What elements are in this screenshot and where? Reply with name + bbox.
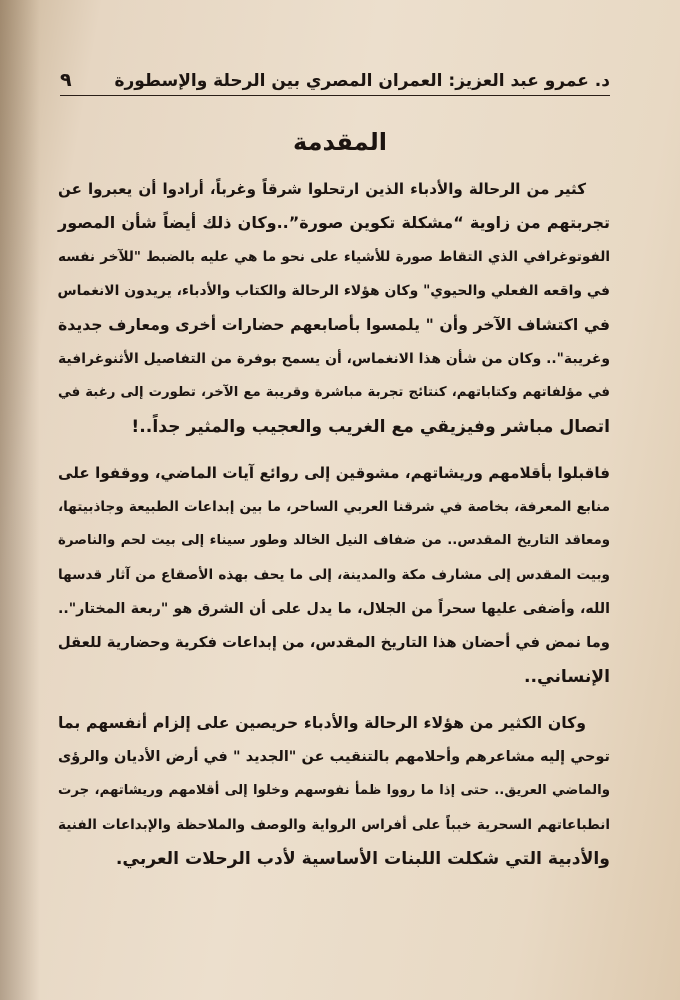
paragraph-line: وبيت المقدس إلى مشارف مكة والمدينة، إلى ما يحف بهذه الأصقاع من آثار قدسها [58, 567, 610, 583]
paragraph-3 [58, 706, 610, 876]
body-text [58, 172, 610, 876]
paragraph-line: ومعاقد التاريخ المقدس.. من ضفاف النيل الخالد وطور سيناء إلى بيت لحم والناصرة [58, 533, 610, 548]
paragraph-line: الفوتوغرافي الذي التقاط صورة للأشياء على نحو ما هي عليه بالضبط "للآخر نفسه [58, 249, 610, 265]
paragraph-line: الله، وأضفى عليها سحراً من الجلال، ما يدل على أن الشرق هو "ربعة المختار".. [58, 601, 610, 617]
running-header [60, 62, 610, 96]
paragraph-line: والماضي العريق.. حتى إذا ما رووا ظمأ نفوسهم وخلوا إلى أقلامهم وريشاتهم، جرت [58, 783, 610, 798]
paragraph-line: في مؤلفاتهم وكتاباتهم، كنتائج تجربة مباشرة وقريبة مع الآخر، تطورت إلى رغبة في [58, 385, 610, 400]
paragraph-line: في واقعه الفعلي والحيوي" وكان هؤلاء الرحالة والكتاب والأدباء، يريدون الانغماس [57, 283, 610, 299]
paragraph-line: فاقبلوا بأقلامهم وريشاتهم، مشوقين إلى روائع آيات الماضي، ووقفوا على [58, 464, 610, 482]
section-title: المقدمة [293, 128, 387, 156]
paragraph-line: تجربتهم من زاوية “مشكلة تكوين صورة”..وكان ذلك أيضاً شأن المصور [58, 213, 610, 232]
paragraph-2 [58, 456, 610, 694]
header-title: د. عمرو عبد العزيز: العمران المصري بين الرحلة والإسطورة [114, 71, 610, 91]
page-number: ٩ [60, 69, 72, 91]
paragraph-line: وغريبة".. وكان من شأن هذا الانغماس، أن يسمح بوفرة من التفاصيل الأثنوغرافية [58, 351, 610, 367]
paragraph-line: وكان الكثير من هؤلاء الرحالة والأدباء حريصين على إلزام أنفسهم بما [58, 713, 586, 732]
paragraph-line: في اكتشاف الآخر وأن " يلمسوا بأصابعهم حضارات أخرى ومعارف جديدة [58, 315, 610, 334]
paragraph-line: منابع المعرفة، بخاصة في شرقنا العربي الساحر، ما بين إبداعات الطبيعة وجاذبيتها، [58, 499, 610, 515]
paragraph-line: كثير من الرحالة والأدباء الذين ارتحلوا شرقاً وغرباً، أرادوا أن يعبروا عن [58, 180, 586, 198]
paragraph-line: توحي إليه مشاعرهم وأحلامهم بالتنقيب عن "الجديد " في أرض الأديان والرؤى [58, 749, 610, 765]
paragraph-gap [58, 694, 610, 706]
paragraph-line: والأدبية التي شكلت اللبنات الأساسية لأدب الرحلات العربي. [115, 849, 610, 869]
paragraph-line: وما نمض في أحضان هذا التاريخ المقدس، من إبداعات فكرية وحضارية للعقل [57, 634, 610, 651]
paragraph-line: الإنساني.. [524, 667, 610, 687]
paragraph-line: انطباعاتهم السحرية خبباً على أفراس الرواية والوصف والملاحظة والإبداعات الفنية [58, 817, 610, 833]
paragraph-line: اتصال مباشر وفيزيقي مع الغريب والعجيب والمثير جداً..! [131, 417, 610, 437]
paragraph-1 [58, 172, 610, 444]
paragraph-gap [58, 444, 610, 456]
